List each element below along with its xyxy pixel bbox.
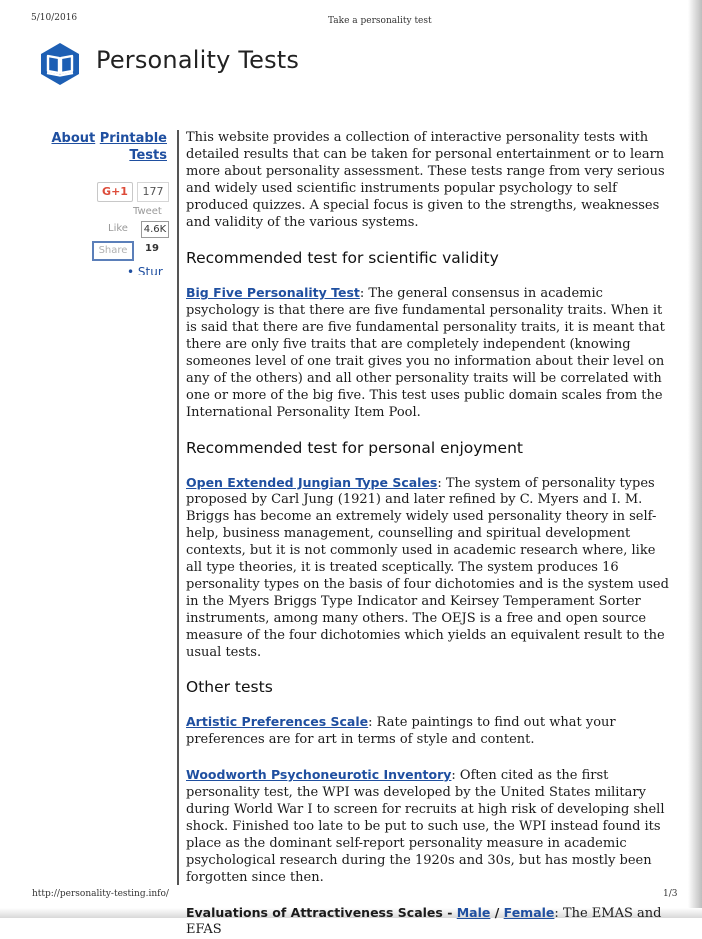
link-woodworth-inventory[interactable]: Woodworth Psychoneurotic Inventory bbox=[186, 767, 452, 783]
sidebar-link-tests[interactable]: Tests bbox=[129, 148, 167, 163]
like-button[interactable]: Like bbox=[108, 223, 128, 234]
scan-edge-right bbox=[688, 0, 702, 918]
sidebar-link-about[interactable]: About bbox=[51, 131, 96, 146]
item-description: : The general consensus in academic psychology is that there are five fundamental personality traits. When it is said that there are five fundamental personality traits, it is meant that there are only five traits that are completely independent (knowing someones level of one trait gives you no information about their level on any of the others) and all other personality traits will be correlated with one or more of the big five. This test uses public domain scales from the International Personality Item Pool. bbox=[186, 286, 665, 420]
sidebar-links bbox=[51, 130, 167, 164]
stumbleupon-label: Stur bbox=[137, 265, 163, 275]
section-heading-scientific: Recommended test for scientific validity bbox=[186, 249, 499, 268]
google-plus-button[interactable]: G+1 bbox=[97, 182, 133, 202]
attractiveness-prefix: Evaluations of Attractiveness Scales - bbox=[186, 904, 457, 920]
google-plus-count: 177 bbox=[137, 182, 169, 202]
section-heading-enjoyment: Recommended test for personal enjoyment bbox=[186, 438, 523, 457]
stumbleupon-button[interactable]: • Stur bbox=[127, 265, 163, 275]
item-description: : The EMAS and EFAS bbox=[186, 905, 662, 938]
section-heading-other: Other tests bbox=[186, 678, 273, 697]
link-big-five-test[interactable]: Big Five Personality Test bbox=[186, 285, 360, 301]
test-item-oejts bbox=[186, 475, 674, 662]
print-url: http://personality-testing.info/ bbox=[32, 889, 169, 899]
item-description: : Often cited as the first personality test, the WPI was developed by the United States military during World War I to screen for recruits at high risk of developing shell shock. Finished too late to be put to such use, the WPI instead found its place as the dominant self-report personality measure in academic psychological research during the 1920s and 30s, but has mostly been forgotten since then. bbox=[186, 768, 665, 885]
book-icon[interactable] bbox=[38, 42, 82, 86]
link-separator: / bbox=[490, 904, 504, 920]
link-artistic-preferences[interactable]: Artistic Preferences Scale bbox=[186, 714, 369, 730]
tweet-button[interactable]: Tweet bbox=[133, 206, 162, 217]
main-content bbox=[186, 130, 674, 939]
test-item-big-five bbox=[186, 285, 674, 421]
print-title: Take a personality test bbox=[328, 16, 432, 26]
item-description: : The system of personality types proposed by Carl Jung (1921) and later refined by C. Myers and I. M. Briggs has become an extremely widely used personality theory in self-help, business management, counselling and spiritual development contexts, but it is not commonly used in academic research where, like all type theories, it is treated sceptically. The system produces 16 personality types on the basis of four dichotomies and is the system used in the Myers Briggs Type Indicator and Keirsey Temperament Sorter instruments, among many others. The OEJS is a free and open source measure of the four dichotomies which yields an equivalent result to the usual tests. bbox=[186, 475, 669, 660]
sidebar-divider bbox=[177, 130, 179, 885]
test-item-attractiveness bbox=[186, 905, 674, 939]
share-count: 19 bbox=[145, 243, 159, 254]
share-button[interactable]: Share bbox=[92, 241, 134, 261]
print-page-number: 1/3 bbox=[663, 889, 678, 899]
test-item-artistic bbox=[186, 714, 674, 749]
test-item-woodworth bbox=[186, 767, 674, 886]
link-male-scale[interactable]: Male bbox=[456, 904, 491, 920]
sidebar-link-printable[interactable]: Printable bbox=[99, 131, 167, 146]
link-jungian-type-scales[interactable]: Open Extended Jungian Type Scales bbox=[186, 474, 438, 490]
item-description: : Rate paintings to find out what your preferences are for art in terms of style and content. bbox=[186, 715, 616, 748]
print-date: 5/10/2016 bbox=[31, 13, 78, 23]
link-female-scale[interactable]: Female bbox=[503, 904, 555, 920]
intro-paragraph: This website provides a collection of interactive personality tests with detailed results that can be taken for personal entertainment or to learn more about personality assessment. These tests range from very serious and widely used scientific instruments popular psychology to self produced quizzes. A special focus is given to the strengths, weaknesses and validity of the various systems. bbox=[186, 130, 665, 230]
site-title[interactable]: Personality Tests bbox=[96, 46, 300, 74]
like-count: 4.6K bbox=[141, 221, 169, 238]
